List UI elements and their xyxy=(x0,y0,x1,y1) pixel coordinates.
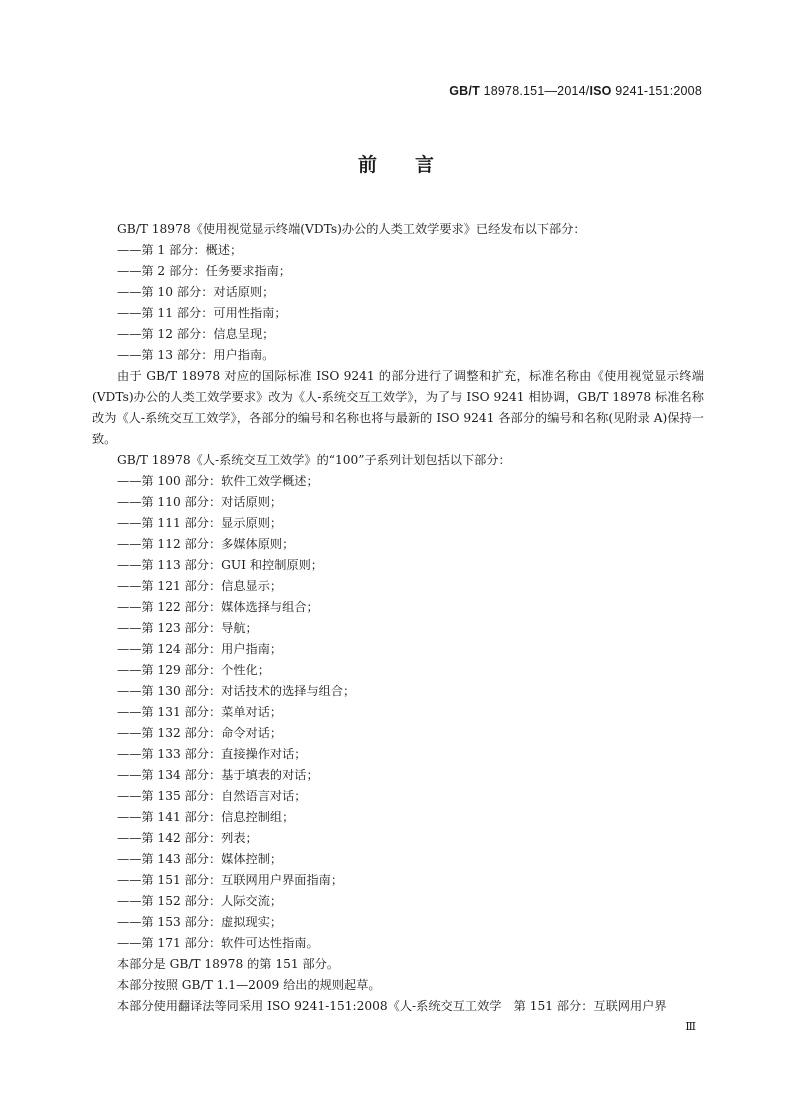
list-item: ——第 130 部分：对话技术的选择与组合； xyxy=(117,684,356,698)
header-prefix: GB/T xyxy=(449,84,480,98)
list-item: ——第 124 部分：用户指南； xyxy=(117,642,283,656)
list-item: ——第 122 部分：媒体选择与组合； xyxy=(117,600,319,614)
foreword-body xyxy=(92,219,704,1017)
standard-number-header xyxy=(449,84,702,98)
part-list-2 xyxy=(92,471,704,954)
list-item: ——第 142 部分：列表； xyxy=(117,831,258,845)
list-item: ——第 121 部分：信息显示； xyxy=(117,579,283,593)
list-item: ——第 13 部分：用户指南。 xyxy=(117,348,275,362)
list-item: ——第 111 部分：显示原则； xyxy=(117,516,283,530)
list-item: ——第 112 部分：多媒体原则； xyxy=(117,537,295,551)
list-item: ——第 1 部分：概述； xyxy=(117,243,243,257)
list-item: ——第 12 部分：信息呈现； xyxy=(117,327,275,341)
list-item: ——第 2 部分：任务要求指南； xyxy=(117,264,291,278)
page-title: 前言 xyxy=(357,154,472,176)
list-item: ——第 123 部分：导航； xyxy=(117,621,258,635)
list-item: ——第 135 部分：自然语言对话； xyxy=(117,789,307,803)
list-item: ——第 141 部分：信息控制组； xyxy=(117,810,295,824)
drafting-rules-statement: 本部分按照 GB/T 1.1—2009 给出的规则起草。 xyxy=(117,978,381,992)
list-item: ——第 11 部分：可用性指南； xyxy=(117,306,287,320)
list-item: ——第 133 部分：直接操作对话； xyxy=(117,747,307,761)
list-item: ——第 152 部分：人际交流； xyxy=(117,894,283,908)
header-iso: ISO xyxy=(589,84,612,98)
translation-statement: 本部分使用翻译法等同采用 ISO 9241-151:2008《人-系统交互工效学 第 151 部分：互联网用户界 xyxy=(117,999,667,1013)
list-item: ——第 151 部分：互联网用户界面指南； xyxy=(117,873,344,887)
header-number: 18978.151—2014/ xyxy=(479,84,590,98)
list-item: ——第 143 部分：媒体控制； xyxy=(117,852,283,866)
list-item: ——第 100 部分：软件工效学概述； xyxy=(117,474,319,488)
rename-paragraph: 由于 GB/T 18978 对应的国际标准 ISO 9241 的部分进行了调整和扩充，标准名称由《使用视觉显示终端(VDTs)办公的人类工效学要求》改为《人-系统交互工效学》，为了与 ISO 9241 相协调，GB/T 18978 标准名称改为《人-系统交互工效学》，各部分的编号和名称也将与最新的 ISO 9241 各部分的编号和名称(见附录 A)保持一致。 xyxy=(92,369,704,446)
list-item: ——第 113 部分：GUI 和控制原则； xyxy=(117,558,323,572)
page-number: Ⅲ xyxy=(685,1020,696,1033)
list-item: ——第 10 部分：对话原则； xyxy=(117,285,275,299)
list-item: ——第 132 部分：命令对话； xyxy=(117,726,283,740)
intro-paragraph-2: GB/T 18978《人-系统交互工效学》的“100”子系列计划包括以下部分： xyxy=(117,453,511,467)
part-statement: 本部分是 GB/T 18978 的第 151 部分。 xyxy=(117,957,340,971)
list-item: ——第 110 部分：对话原则； xyxy=(117,495,283,509)
list-item: ——第 171 部分：软件可达性指南。 xyxy=(117,936,319,950)
list-item: ——第 131 部分：菜单对话； xyxy=(117,705,283,719)
part-list-1 xyxy=(92,240,704,366)
list-item: ——第 153 部分：虚拟现实； xyxy=(117,915,283,929)
intro-paragraph-1: GB/T 18978《使用视觉显示终端(VDTs)办公的人类工效学要求》已经发布以下部分： xyxy=(117,222,586,236)
header-iso-number: 9241-151:2008 xyxy=(611,84,702,98)
list-item: ——第 129 部分：个性化； xyxy=(117,663,270,677)
list-item: ——第 134 部分：基于填表的对话； xyxy=(117,768,319,782)
